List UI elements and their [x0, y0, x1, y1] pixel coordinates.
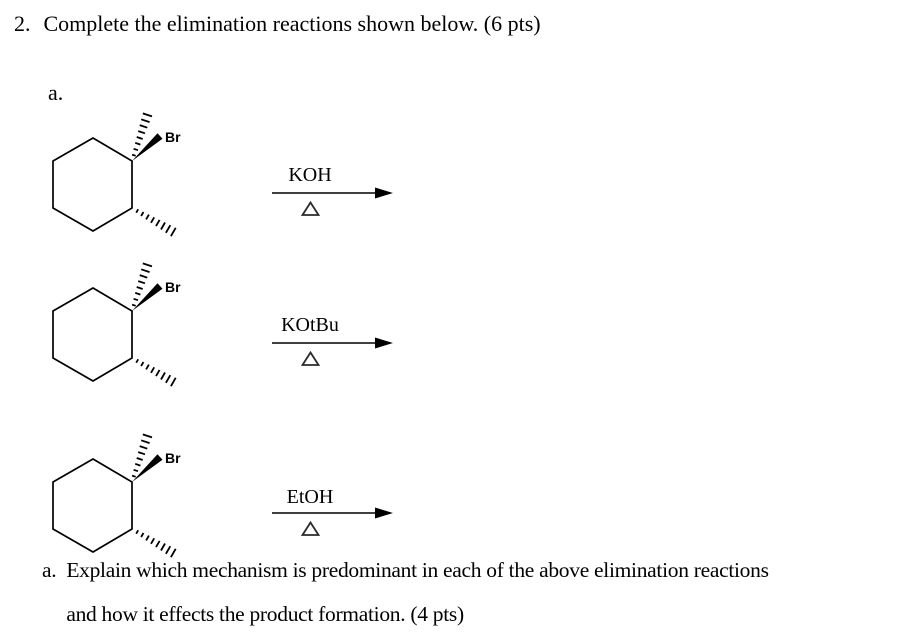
cyclohexane-structure — [53, 113, 176, 236]
heat-condition-2 — [270, 351, 350, 367]
heat-delta-icon — [301, 201, 320, 217]
question-number: 2. — [14, 11, 31, 36]
heat-delta-icon — [301, 521, 320, 537]
question-a-text — [66, 556, 768, 628]
heat-condition-3 — [270, 521, 350, 537]
question-title-text: Complete the elimination reactions shown below. (6 pts) — [43, 11, 541, 36]
bromine-atom-label: Br — [165, 279, 181, 295]
substrate-structure-1 — [40, 105, 270, 255]
bromine-atom-label: Br — [165, 450, 181, 466]
reagent-label-kotbu: KOtBu — [281, 314, 339, 336]
reaction-arrow-icon — [272, 186, 394, 200]
reagent-label-etoh: EtOH — [286, 486, 334, 508]
question-a-line-2: and how it effects the product formation. (4 pts) — [66, 602, 464, 626]
question-title — [14, 10, 541, 38]
reagent-label-koh: KOH — [288, 164, 332, 186]
heat-condition-1 — [270, 201, 350, 217]
cyclohexane-structure — [53, 434, 176, 557]
substrate-structure-3 — [40, 426, 270, 576]
cyclohexane-structure — [53, 263, 176, 386]
question-part-a — [42, 556, 769, 628]
question-a-line-1: Explain which mechanism is predominant in each of the above elimination reactions — [66, 558, 769, 582]
substrate-structure-2 — [40, 255, 270, 405]
reaction-arrow-icon — [272, 336, 394, 350]
bromine-atom-label: Br — [165, 129, 181, 145]
heat-delta-icon — [301, 351, 320, 367]
question-a-label: a. — [42, 558, 57, 582]
reaction-arrow-icon — [272, 506, 394, 520]
part-a-label: a. — [48, 80, 64, 105]
